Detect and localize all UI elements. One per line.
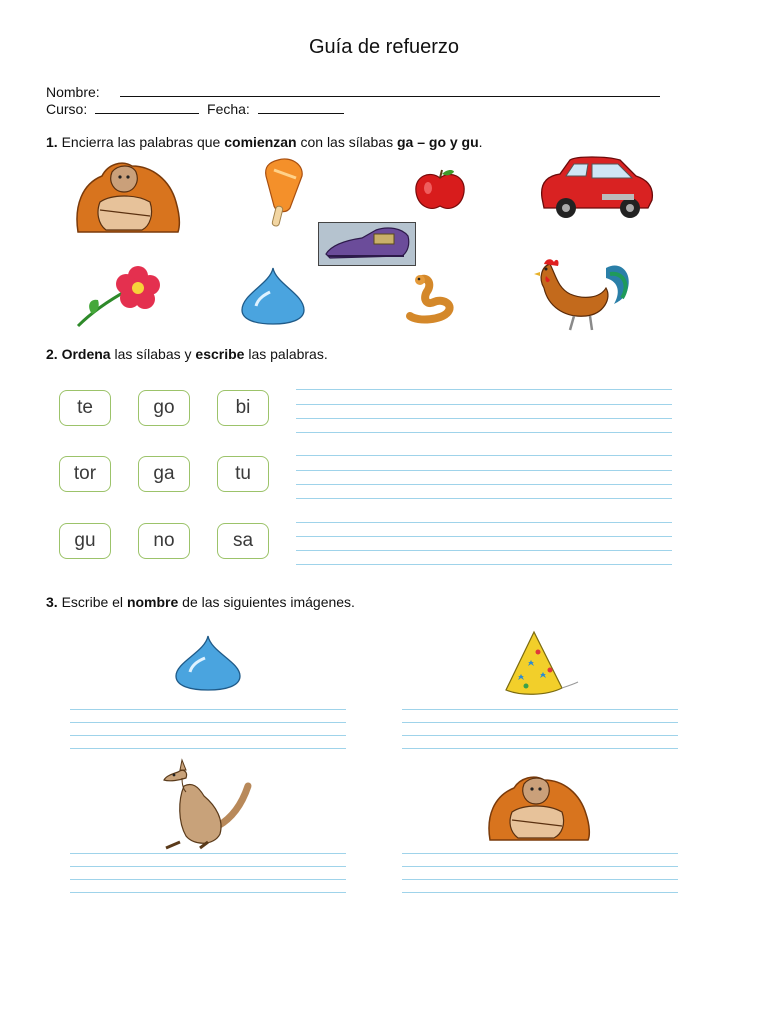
name-label: Nombre: bbox=[46, 84, 100, 100]
writing-line[interactable] bbox=[402, 748, 678, 749]
question-1 bbox=[46, 134, 483, 150]
syllable-box[interactable]: no bbox=[138, 523, 190, 559]
question-2-bold-2: escribe bbox=[195, 346, 245, 362]
writing-line[interactable] bbox=[70, 748, 346, 749]
popsicle-icon[interactable] bbox=[256, 156, 316, 228]
writing-line[interactable] bbox=[70, 879, 346, 880]
party-hat-icon[interactable] bbox=[500, 630, 582, 696]
writing-line[interactable] bbox=[402, 722, 678, 723]
course-date-row bbox=[46, 101, 344, 117]
writing-line[interactable] bbox=[402, 866, 678, 867]
writing-line[interactable] bbox=[296, 470, 672, 471]
writing-line[interactable] bbox=[296, 564, 672, 565]
name-blank[interactable] bbox=[120, 85, 660, 97]
syllable-box[interactable]: tu bbox=[217, 456, 269, 492]
writing-line[interactable] bbox=[402, 879, 678, 880]
writing-line[interactable] bbox=[70, 722, 346, 723]
writing-line[interactable] bbox=[296, 404, 672, 405]
question-1-bold-word: comienzan bbox=[224, 134, 297, 150]
writing-line[interactable] bbox=[402, 892, 678, 893]
syllable-box[interactable]: tor bbox=[59, 456, 111, 492]
apple-icon[interactable] bbox=[410, 168, 470, 212]
syllable-box[interactable]: gu bbox=[59, 523, 111, 559]
water-drop-icon[interactable] bbox=[238, 266, 308, 326]
worm-icon[interactable] bbox=[402, 274, 456, 324]
rooster-icon[interactable] bbox=[534, 254, 634, 332]
course-label: Curso: bbox=[46, 101, 88, 117]
syllable-box[interactable]: te bbox=[59, 390, 111, 426]
course-blank[interactable] bbox=[95, 102, 199, 114]
question-1-text-2: con las sílabas bbox=[296, 134, 397, 150]
date-blank[interactable] bbox=[258, 102, 344, 114]
name-row bbox=[46, 84, 660, 100]
syllable-box[interactable]: ga bbox=[138, 456, 190, 492]
writing-line[interactable] bbox=[296, 455, 672, 456]
writing-line[interactable] bbox=[402, 709, 678, 710]
syllable-box[interactable]: bi bbox=[217, 390, 269, 426]
question-2 bbox=[46, 346, 328, 362]
writing-line[interactable] bbox=[296, 389, 672, 390]
writing-line[interactable] bbox=[296, 432, 672, 433]
writing-line[interactable] bbox=[296, 522, 672, 523]
writing-line[interactable] bbox=[70, 709, 346, 710]
writing-line[interactable] bbox=[296, 550, 672, 551]
question-1-period: . bbox=[478, 134, 483, 150]
writing-line[interactable] bbox=[402, 853, 678, 854]
writing-line[interactable] bbox=[70, 735, 346, 736]
writing-line[interactable] bbox=[70, 892, 346, 893]
question-3 bbox=[46, 594, 355, 610]
question-3-text-2: de las siguientes imágenes. bbox=[178, 594, 355, 610]
question-2-number: 2. bbox=[46, 346, 58, 362]
gorilla-icon[interactable] bbox=[72, 158, 184, 234]
gorilla-icon[interactable] bbox=[486, 772, 592, 842]
kangaroo-icon[interactable] bbox=[160, 756, 254, 850]
question-1-number: 1. bbox=[46, 134, 58, 150]
car-icon[interactable] bbox=[536, 154, 656, 222]
question-2-text: las sílabas y bbox=[110, 346, 196, 362]
writing-line[interactable] bbox=[296, 498, 672, 499]
water-drop-icon[interactable] bbox=[172, 634, 244, 692]
question-1-syllables: ga – go y gu bbox=[396, 134, 479, 150]
writing-line[interactable] bbox=[402, 735, 678, 736]
syllable-box[interactable]: go bbox=[138, 390, 190, 426]
question-3-text: Escribe el bbox=[57, 594, 127, 610]
date-label: Fecha: bbox=[207, 101, 250, 117]
question-2-bold-1: Ordena bbox=[57, 346, 111, 362]
question-3-bold: nombre bbox=[126, 594, 179, 610]
writing-line[interactable] bbox=[296, 484, 672, 485]
shoe-icon[interactable] bbox=[318, 222, 416, 266]
question-2-text-2: las palabras. bbox=[244, 346, 328, 362]
writing-line[interactable] bbox=[296, 536, 672, 537]
writing-line[interactable] bbox=[296, 418, 672, 419]
page-title: Guía de refuerzo bbox=[308, 36, 460, 58]
flower-icon[interactable] bbox=[72, 266, 170, 328]
syllable-box[interactable]: sa bbox=[217, 523, 269, 559]
question-3-number: 3. bbox=[46, 594, 58, 610]
writing-line[interactable] bbox=[70, 866, 346, 867]
writing-line[interactable] bbox=[70, 853, 346, 854]
question-1-text: Encierra las palabras que bbox=[57, 134, 225, 150]
